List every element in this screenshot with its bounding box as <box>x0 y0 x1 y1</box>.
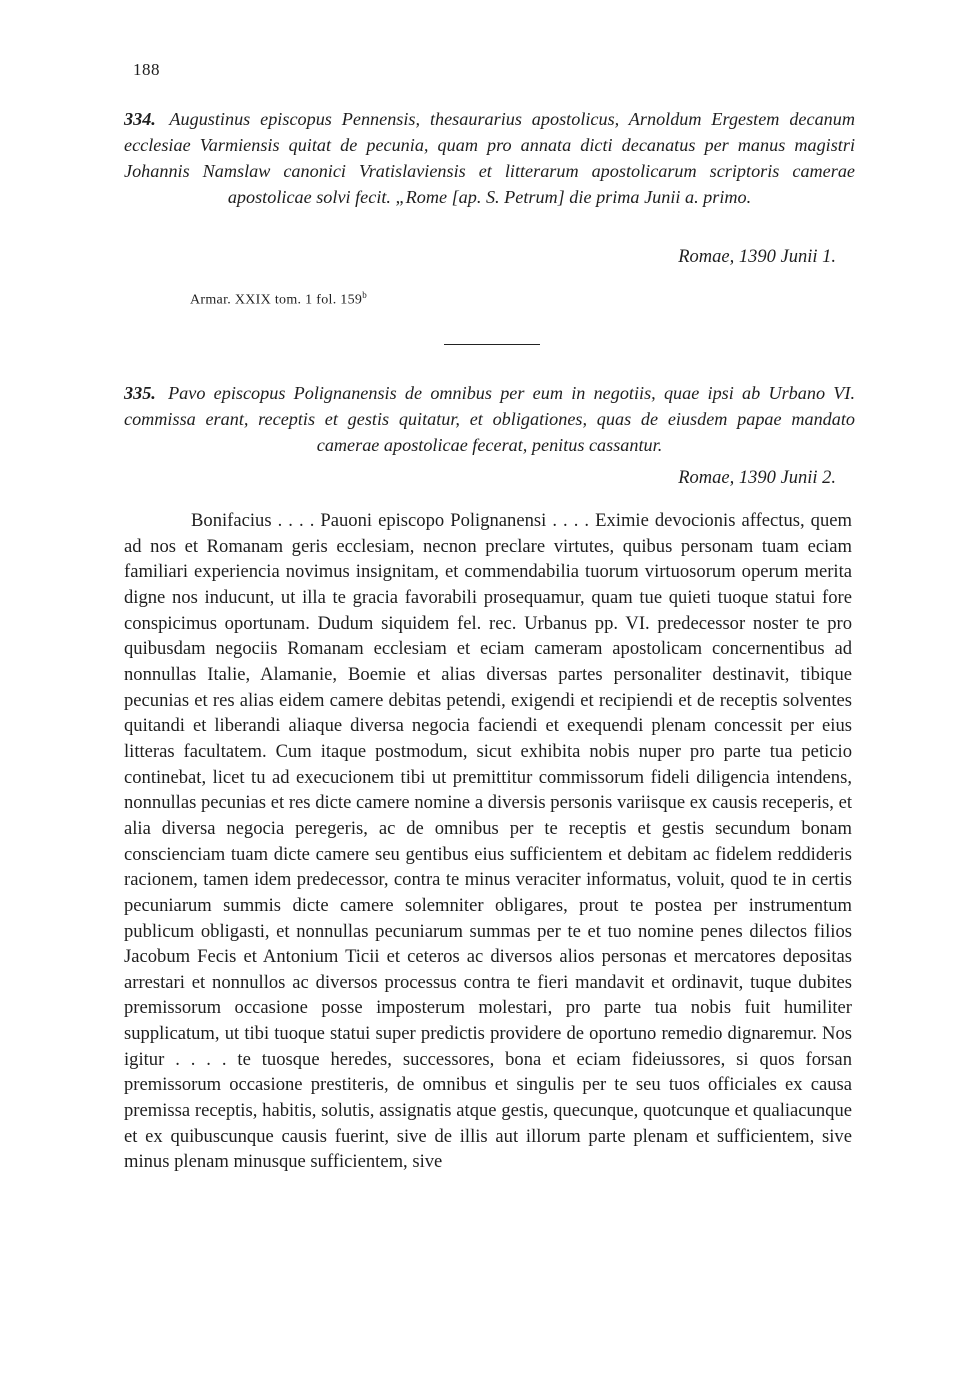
entry-334-dateline: Romae, 1390 Junii 1. <box>678 247 836 267</box>
entry-334-number: 334. <box>124 109 156 129</box>
entry-335-document-text: Bonifacius . . . . Pauoni episcopo Polignanensi . . . . Eximie devocionis affectus, quem ad nos et Romanam geris ecclesiam, necnon preclare virtutes, quibus personam tuam eciam familiari experiencia novimus insignitam, et commendabilia tuorum virtuosorum operum merita digne nos inducunt, ut illa te gracia favorabili prosequamur, quam tue quieti tuoque statui fore conspicimus oportunam. Dudum siquidem fel. rec. Urbanus pp. VI. predecessor noster te pro quibusdam negociis Romanam ecclesiam et eciam cameram apostolicam concernentibus ad nonnullas Italie, Alamanie, Boemie et alias diversas partes personaliter destinavit, tibique pecunias et res alias eidem camere debitas petendi, exigendi et recipiendi et de receptis solventes quitandi et liberandi aliaque diversa negocia faciendi et exequendi plenam concessit per eius litteras facultatem. Cum itaque postmodum, sicut exhibita nobis nuper pro parte tua peticio continebat, licet tu ad execucionem tibi ut premittitur commissorum fideli diligencia intendens, nonnullas pecunias et res dicte camere nomine a diversis personis variisque ex causis receperis, et alia diversa negocia peregeris, ac de omnibus per te receptis et gestis secundum bonam conscienciam tuam dicte camere seu gentibus eius sufficientem et debitam ac fidelem reddideris racionem, tamen idem predecessor, contra te minus veraciter informatus, voluit, quod te in certis pecuniarum summis dicte camere solemniter obligares, prout te postea per instrumentum publicum obligasti, et nonnullas pecuniarum summas per te et tuo nomine penes dilectos filios Jacobum Fecis et Antonium Ticii et ceteros ac diversos alios personas et mercatores depositas arrestari et nonnullos ac diversos processus contra te fieri mandavit et ordinavit, tuque dubites premissorum occasione posse imposterum molestari, pro parte tua nobis fuit humiliter supplicatum, ut tibi tuoque statui super predictis providere de oportuno remedio dignaremur. Nos igitur . . . . te tuosque heredes, successores, bona et eciam fideiussores, si quos forsan premissorum occasione prestiteris, de omnibus et singulis per te seu tuos officiales ex causa premissa receptis, habitis, solutis, assignatis atque gestis, quecunque, quotcunque et qualiacunque et ex quibuscunque causis fuerint, sive de illis aut illorum parte plenam et sufficientem, sive minus plenam minusque sufficientem, sive <box>124 510 852 1173</box>
entry-334-summary-text: Augustinus episcopus Pennensis, thesaurarius apostolicus, Arnoldum Ergestem decanum ecclesiae Varmiensis quitat de pecunia, quam pro annata dicti decanatus per manus magistri Johannis Namslaw canonici Vratislaviensis et litterarum apostolicarum scriptoris camerae apostolicae solvi fecit. „Rome [ap. S. Petrum] die prima Junii a. primo. <box>124 109 855 207</box>
entry-335-dateline: Romae, 1390 Junii 2. <box>678 468 836 488</box>
entry-335-number: 335. <box>124 383 156 403</box>
entry-335-summary <box>124 380 855 458</box>
archive-reference-text: Armar. XXIX tom. 1 fol. 159 <box>190 292 363 308</box>
entry-335-summary-text: Pavo episcopus Polignanensis de omnibus per eum in negotiis, quae ipsi ab Urbano VI. commissa erant, receptis et gestis quitatur, et obligationes, quas de eiusdem papae mandato camerae apostolicae fecerat, penitus cassantur. <box>124 383 855 455</box>
entry-334-archive-reference <box>190 290 367 309</box>
entry-334-summary <box>124 106 855 210</box>
archive-reference-folio-side: b <box>362 290 368 300</box>
page-number: 188 <box>133 60 160 79</box>
entry-divider <box>444 344 540 345</box>
